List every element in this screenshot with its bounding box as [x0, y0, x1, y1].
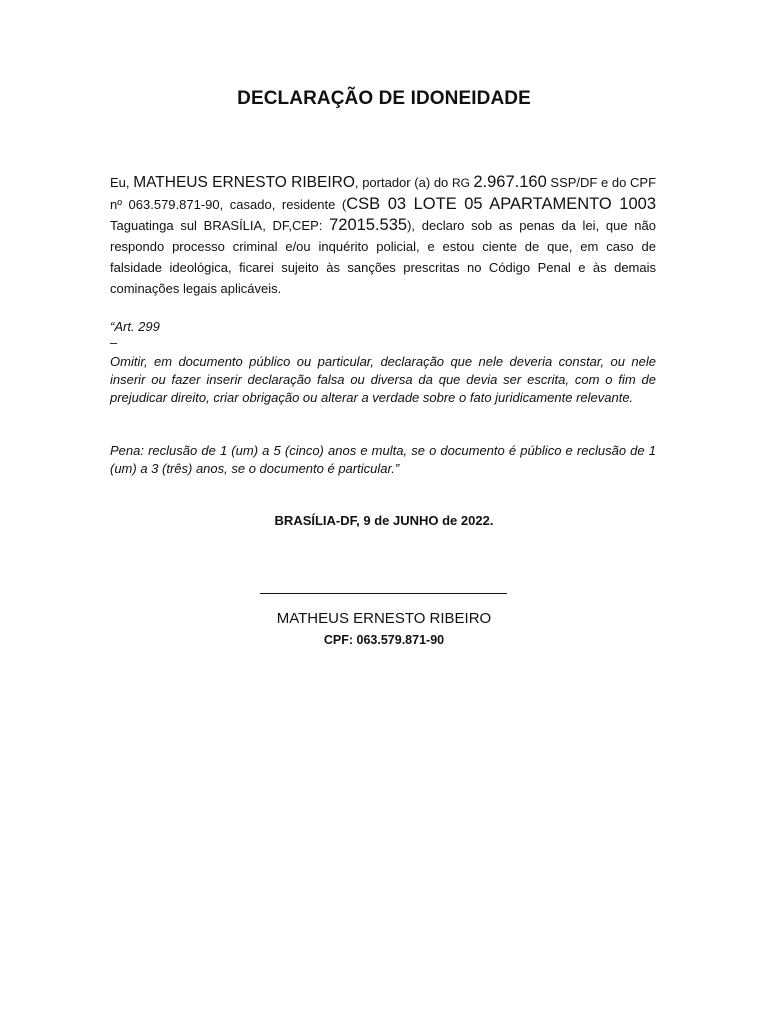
rg-label: RG: [451, 176, 474, 190]
quote-dash: –: [110, 335, 118, 350]
paragraph-part-4: Taguatinga sul BRASÍLIA, DF,CEP:: [110, 218, 330, 233]
declaration-paragraph: [110, 172, 656, 299]
signature-cpf: CPF: 063.579.871-90: [323, 633, 445, 647]
declarant-name: MATHEUS ERNESTO RIBEIRO: [133, 174, 355, 191]
paragraph-part-5: ), declaro sob as penas da lei, que não respondo processo criminal e/ou inquérito policial, e estou ciente de que, em caso de falsidade ideológica, ficarei sujeito às sanções prescritas no Código Penal e às demais cominações legais aplicáveis.: [110, 218, 656, 296]
cep-number: 72015.535: [329, 216, 408, 234]
paragraph-part-3: SSP/DF e do CPF nº 063.579.871-90, casado, residente (: [110, 175, 657, 212]
paragraph-intro: Eu,: [110, 175, 134, 190]
rg-number: 2.967.160: [473, 173, 547, 191]
place-date: BRASÍLIA-DF, 9 de JUNHO de 2022.: [274, 513, 494, 528]
quote-penalty: Pena: reclusão de 1 (um) a 5 (cinco) anos e multa, se o documento é público e reclusão de 1 (um) a 3 (três) anos, se o documento é particular.”: [110, 443, 656, 476]
signature-line: [260, 593, 507, 594]
quote-text: Omitir, em documento público ou particular, declaração que nele deveria constar, ou nele inserir ou fazer inserir declaração falsa ou diversa da que devia ser escrita, com o fim de prejudicar direito, criar obrigação ou alterar a verdade sobre o fato juridicamente relevante.: [110, 354, 656, 405]
signature-name: MATHEUS ERNESTO RIBEIRO: [276, 610, 492, 627]
document-title: DECLARAÇÃO DE IDONEIDADE: [237, 88, 531, 109]
quote-article: “Art. 299: [110, 319, 160, 334]
paragraph-part-2: , portador (a) do: [354, 175, 452, 190]
address: CSB 03 LOTE 05 APARTAMENTO 1003: [346, 195, 656, 213]
